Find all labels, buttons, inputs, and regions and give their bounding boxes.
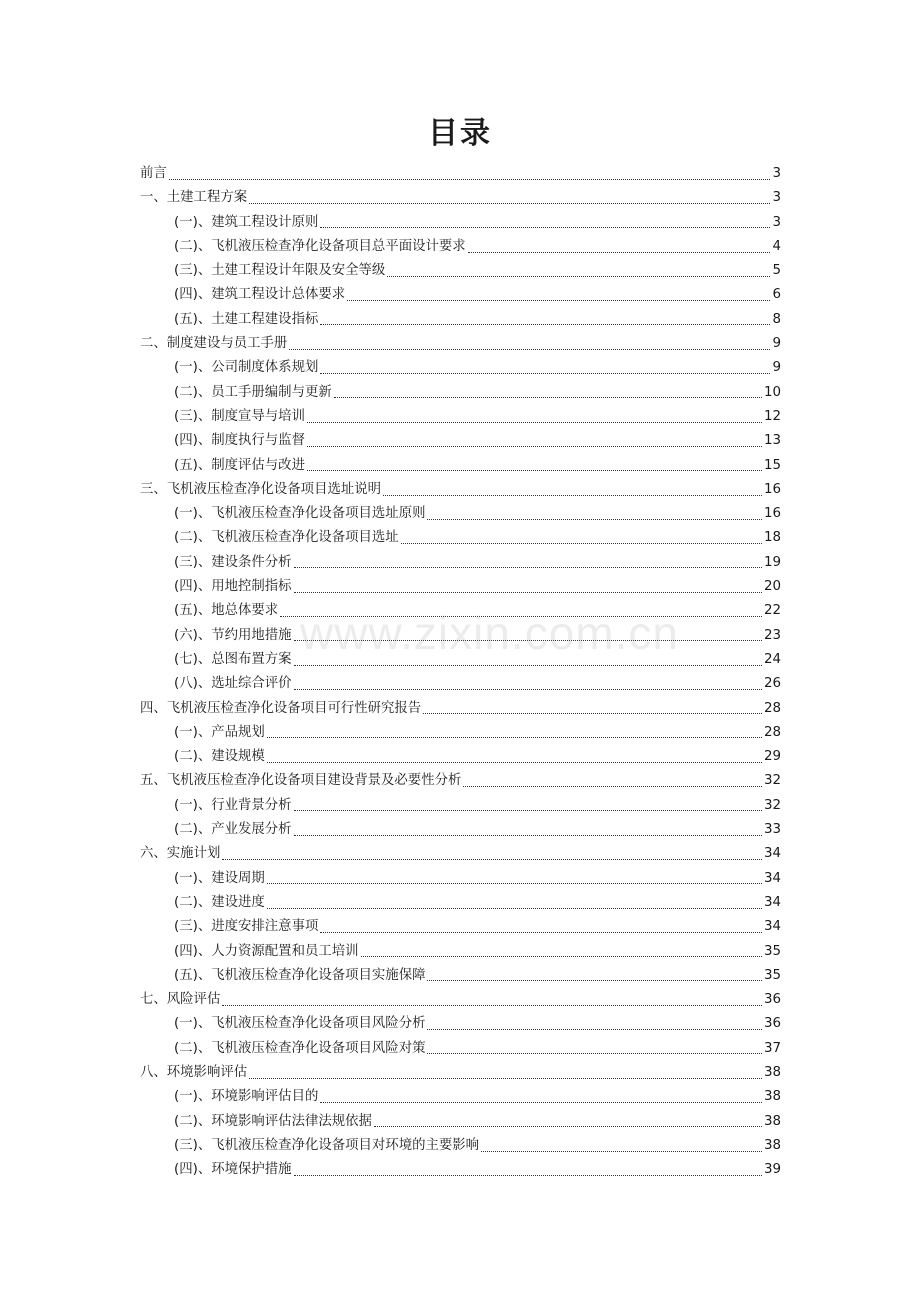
toc-subentry[interactable]: [140, 1085, 781, 1109]
dot-leader: [307, 422, 762, 423]
toc-page-number: 3: [772, 190, 781, 206]
toc-subentry[interactable]: [140, 648, 781, 672]
table-of-contents: [140, 162, 781, 1182]
toc-page-number: 13: [763, 433, 781, 449]
toc-page-number: 37: [763, 1040, 781, 1056]
watermark: www.zixin.com.cn: [300, 607, 679, 659]
dot-leader: [294, 567, 762, 568]
toc-subentry[interactable]: [140, 405, 781, 429]
toc-subentry[interactable]: [140, 308, 781, 332]
toc-entry-title: (四)、制度执行与监督: [174, 433, 305, 449]
dot-leader: [320, 373, 770, 374]
dot-leader: [169, 179, 771, 180]
toc-page-number: 4: [772, 238, 781, 254]
toc-entry-title: (三)、土建工程设计年限及安全等级: [174, 263, 386, 279]
dot-leader: [320, 324, 770, 325]
dot-leader: [249, 203, 770, 204]
dot-leader: [307, 470, 762, 471]
toc-page-number: 35: [763, 943, 781, 959]
toc-entry[interactable]: [140, 186, 781, 210]
toc-entry-title: 一、土建工程方案: [140, 190, 248, 206]
toc-subentry[interactable]: [140, 672, 781, 696]
toc-page-number: 36: [763, 992, 781, 1008]
toc-subentry[interactable]: [140, 1158, 781, 1182]
dot-leader: [294, 592, 762, 593]
toc-page-number: 38: [763, 1089, 781, 1105]
dot-leader: [267, 908, 762, 909]
dot-leader: [267, 737, 762, 738]
toc-entry-title: (一)、建设周期: [174, 870, 265, 886]
toc-entry-title: (一)、环境影响评估目的: [174, 1089, 319, 1105]
toc-entry-title: (七)、总图布置方案: [174, 651, 292, 667]
toc-entry-title: (二)、飞机液压检查净化设备项目风险对策: [174, 1040, 426, 1056]
dot-leader: [267, 762, 762, 763]
toc-entry-title: (六)、节约用地措施: [174, 627, 292, 643]
toc-page-number: 23: [763, 627, 781, 643]
toc-page-number: 20: [763, 579, 781, 595]
toc-subentry[interactable]: [140, 575, 781, 599]
toc-subentry[interactable]: [140, 454, 781, 478]
toc-page-number: 22: [763, 603, 781, 619]
dot-leader: [401, 543, 762, 544]
toc-entry[interactable]: [140, 988, 781, 1012]
toc-entry-title: 五、飞机液压检查净化设备项目建设背景及必要性分析: [140, 773, 462, 789]
dot-leader: [280, 616, 762, 617]
toc-page-number: 33: [763, 822, 781, 838]
toc-entry-title: 二、制度建设与员工手册: [140, 336, 288, 352]
toc-entry-title: (一)、行业背景分析: [174, 797, 292, 813]
toc-subentry[interactable]: [140, 211, 781, 235]
toc-page-number: 24: [763, 651, 781, 667]
dot-leader: [427, 1053, 761, 1054]
toc-entry-title: (一)、产品规划: [174, 724, 265, 740]
toc-entry-title: (一)、飞机液压检查净化设备项目选址原则: [174, 506, 426, 522]
toc-entry-title: (一)、建筑工程设计原则: [174, 214, 319, 230]
toc-entry-title: 四、飞机液压检查净化设备项目可行性研究报告: [140, 700, 422, 716]
toc-subentry[interactable]: [140, 1037, 781, 1061]
toc-entry-title: 三、飞机液压检查净化设备项目选址说明: [140, 481, 382, 497]
toc-page-number: 36: [763, 1016, 781, 1032]
toc-subentry[interactable]: [140, 891, 781, 915]
page-title: 目录: [428, 116, 492, 151]
dot-leader: [427, 519, 761, 520]
toc-entry-title: (二)、员工手册编制与更新: [174, 384, 332, 400]
dot-leader: [222, 859, 762, 860]
dot-leader: [320, 227, 770, 228]
toc-subentry[interactable]: [140, 1134, 781, 1158]
toc-subentry[interactable]: [140, 964, 781, 988]
toc-subentry[interactable]: [140, 915, 781, 939]
dot-leader: [294, 810, 762, 811]
toc-entry-title: 前言: [140, 166, 167, 181]
toc-subentry[interactable]: [140, 818, 781, 842]
toc-page-number: 34: [763, 846, 781, 862]
toc-entry-title: (五)、制度评估与改进: [174, 457, 305, 473]
toc-entry[interactable]: [140, 478, 781, 502]
toc-entry[interactable]: [140, 697, 781, 721]
toc-entry-title: (四)、环境保护措施: [174, 1162, 292, 1178]
dot-leader: [334, 397, 762, 398]
toc-page-number: 15: [763, 457, 781, 473]
toc-page-number: 39: [763, 1162, 781, 1178]
toc-page-number: 6: [772, 287, 781, 303]
toc-subentry[interactable]: [140, 356, 781, 380]
dot-leader: [307, 446, 762, 447]
toc-page-number: 18: [763, 530, 781, 546]
toc-entry-title: (四)、建筑工程设计总体要求: [174, 287, 346, 303]
toc-entry-title: (五)、飞机液压检查净化设备项目实施保障: [174, 967, 426, 983]
toc-subentry[interactable]: [140, 283, 781, 307]
toc-page-number: 9: [772, 336, 781, 352]
dot-leader: [249, 1078, 762, 1079]
toc-page-number: 5: [772, 263, 781, 279]
toc-entry-title: 七、风险评估: [140, 992, 221, 1008]
toc-entry-title: 八、环境影响评估: [140, 1064, 248, 1080]
toc-page-number: 32: [763, 773, 781, 789]
toc-subentry[interactable]: [140, 599, 781, 623]
toc-subentry[interactable]: [140, 624, 781, 648]
toc-entry-title: (二)、环境影响评估法律法规依据: [174, 1113, 372, 1129]
toc-page-number: 3: [772, 214, 781, 230]
toc-page-number: 38: [763, 1064, 781, 1080]
toc-subentry[interactable]: [140, 867, 781, 891]
toc-page-number: 38: [763, 1113, 781, 1129]
dot-leader: [294, 640, 762, 641]
toc-entry-title: (二)、飞机液压检查净化设备项目总平面设计要求: [174, 238, 466, 254]
toc-entry[interactable]: [140, 332, 781, 356]
dot-leader: [267, 883, 762, 884]
toc-subentry[interactable]: [140, 526, 781, 550]
toc-page-number: 34: [763, 870, 781, 886]
dot-leader: [294, 665, 762, 666]
toc-entry-title: (二)、建设进度: [174, 894, 265, 910]
toc-page-number: 16: [763, 481, 781, 497]
dot-leader: [347, 300, 770, 301]
toc-page-number: 32: [763, 797, 781, 813]
toc-subentry[interactable]: [140, 551, 781, 575]
toc-entry-title: (一)、公司制度体系规划: [174, 360, 319, 376]
toc-entry-title: (四)、人力资源配置和员工培训: [174, 943, 359, 959]
dot-leader: [320, 1102, 762, 1103]
toc-page-number: 16: [763, 506, 781, 522]
toc-page-number: 28: [763, 724, 781, 740]
toc-page-number: 10: [763, 384, 781, 400]
toc-entry[interactable]: [140, 769, 781, 793]
toc-page-number: 9: [772, 360, 781, 376]
toc-subentry[interactable]: [140, 940, 781, 964]
dot-leader: [387, 276, 770, 277]
toc-subentry[interactable]: [140, 259, 781, 283]
toc-entry-title: (二)、建设规模: [174, 749, 265, 765]
toc-page-number: 3: [772, 166, 781, 181]
toc-page-number: 26: [763, 676, 781, 692]
toc-entry-title: (三)、进度安排注意事项: [174, 919, 319, 935]
toc-entry-title: (四)、用地控制指标: [174, 579, 292, 595]
dot-leader: [463, 786, 762, 787]
toc-page-number: 35: [763, 967, 781, 983]
toc-subentry[interactable]: [140, 429, 781, 453]
toc-subentry[interactable]: [140, 745, 781, 769]
toc-page-number: 38: [763, 1137, 781, 1153]
toc-entry[interactable]: [140, 1061, 781, 1085]
dot-leader: [294, 835, 762, 836]
dot-leader: [289, 349, 770, 350]
toc-page-number: 29: [763, 749, 781, 765]
toc-subentry[interactable]: [140, 235, 781, 259]
toc-page-number: 12: [763, 408, 781, 424]
toc-page-number: 34: [763, 894, 781, 910]
dot-leader: [294, 1175, 762, 1176]
toc-page-number: 8: [772, 311, 781, 327]
toc-subentry[interactable]: [140, 1110, 781, 1134]
toc-entry-title: (二)、产业发展分析: [174, 822, 292, 838]
toc-entry[interactable]: [140, 842, 781, 866]
toc-entry-title: (二)、飞机液压检查净化设备项目选址: [174, 530, 399, 546]
toc-entry-title: (三)、制度宣导与培训: [174, 408, 305, 424]
toc-subentry[interactable]: [140, 381, 781, 405]
toc-entry-title: (三)、建设条件分析: [174, 554, 292, 570]
dot-leader: [294, 689, 762, 690]
toc-entry-title: (五)、地总体要求: [174, 603, 279, 619]
toc-subentry[interactable]: [140, 721, 781, 745]
toc-subentry[interactable]: [140, 794, 781, 818]
dot-leader: [361, 956, 762, 957]
dot-leader: [427, 980, 761, 981]
dot-leader: [222, 1005, 762, 1006]
dot-leader: [320, 932, 762, 933]
dot-leader: [427, 1029, 761, 1030]
toc-entry-title: (八)、选址综合评价: [174, 676, 292, 692]
toc-entry-title: 六、实施计划: [140, 846, 221, 862]
toc-page-number: 28: [763, 700, 781, 716]
toc-page-number: 19: [763, 554, 781, 570]
toc-page-number: 34: [763, 919, 781, 935]
toc-entry-title: (三)、飞机液压检查净化设备项目对环境的主要影响: [174, 1137, 480, 1153]
toc-entry[interactable]: [140, 162, 781, 186]
toc-subentry[interactable]: [140, 1012, 781, 1036]
dot-leader: [423, 713, 762, 714]
dot-leader: [468, 252, 771, 253]
toc-entry-title: (五)、土建工程建设指标: [174, 311, 319, 327]
toc-entry-title: (一)、飞机液压检查净化设备项目风险分析: [174, 1016, 426, 1032]
toc-subentry[interactable]: [140, 502, 781, 526]
dot-leader: [374, 1126, 762, 1127]
dot-leader: [383, 495, 762, 496]
dot-leader: [481, 1151, 762, 1152]
